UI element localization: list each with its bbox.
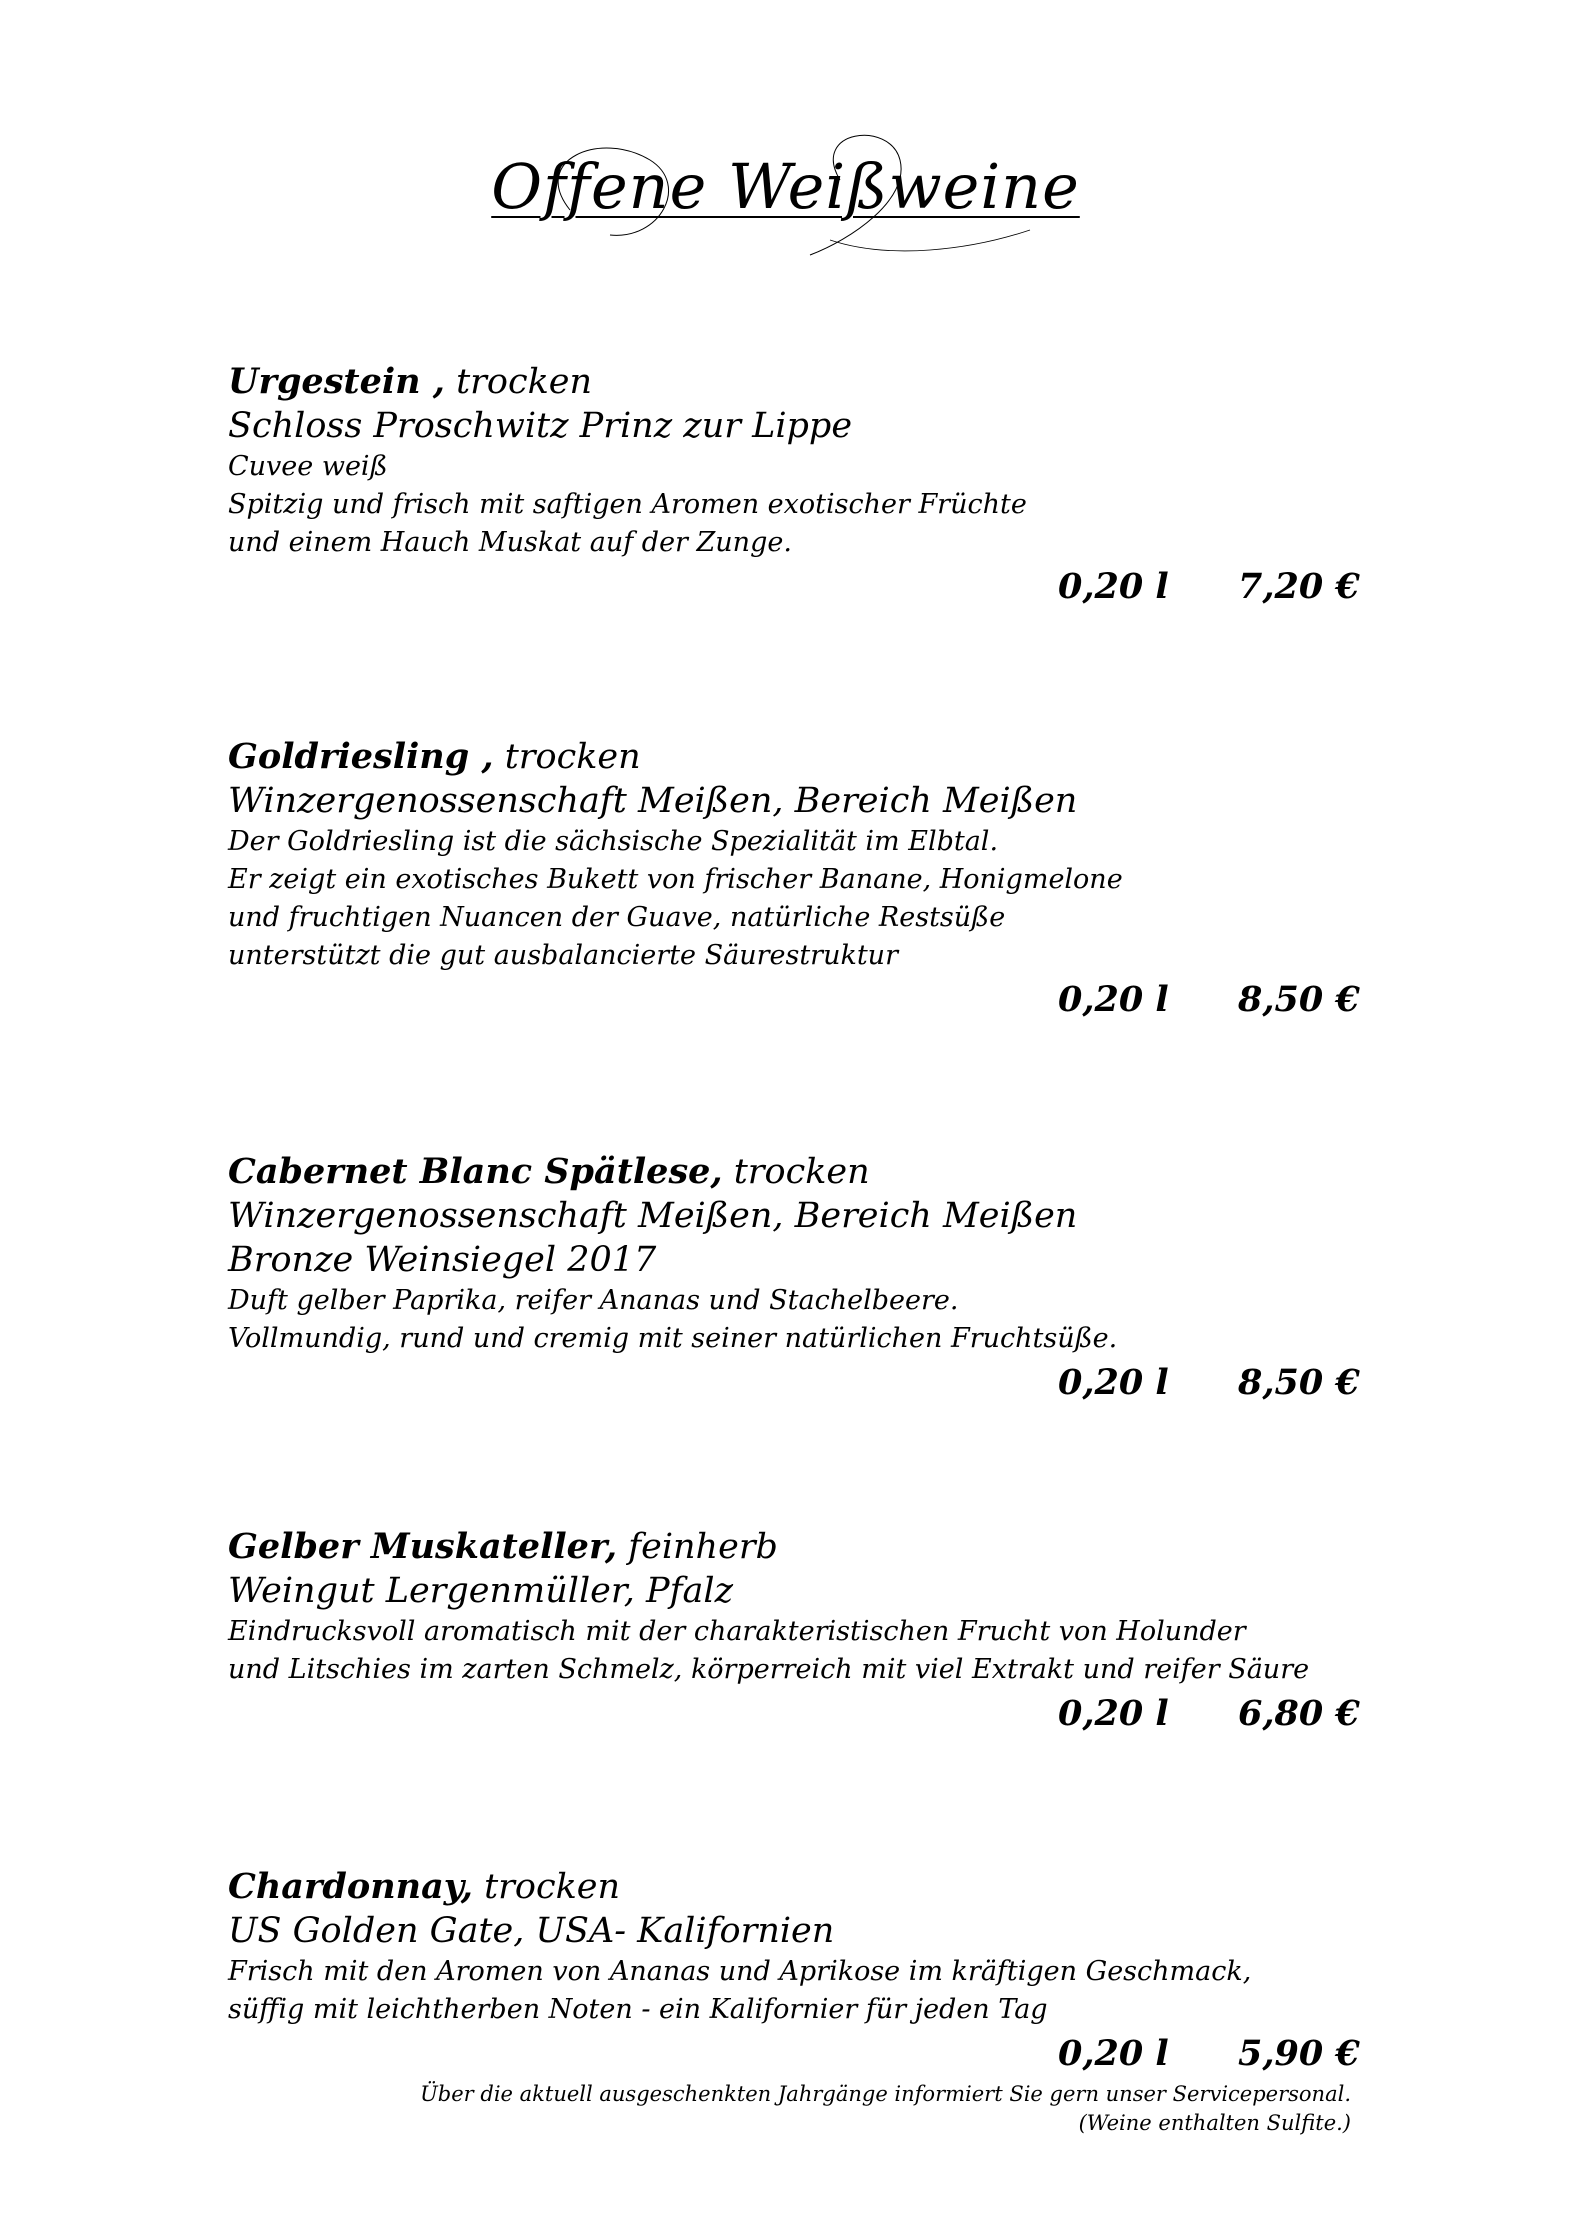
wine-description: und fruchtigen Nuancen der Guave, natürliche Restsüße: [228, 902, 1006, 933]
wine-producer: US Golden Gate, USA- Kalifornien: [228, 1911, 835, 1951]
wine-volume: 0,20 l: [1058, 979, 1169, 1020]
wine-style: trocken: [493, 737, 641, 777]
wine-description: Cuvee weiß: [228, 451, 388, 482]
wine-name: Chardonnay,: [228, 1866, 473, 1907]
wine-entry: [228, 1865, 1378, 2083]
wine-volume: 0,20 l: [1058, 1693, 1169, 1734]
wine-volume: 0,20 l: [1058, 1362, 1169, 1403]
footer-sulfite-note: (Weine enthalten Sulfite.): [1078, 2111, 1351, 2135]
wine-price: 5,90 €: [1238, 2033, 1360, 2074]
wine-producer: Winzergenossenschaft Meißen, Bereich Meißen: [228, 781, 1078, 821]
wine-price: 8,50 €: [1238, 1362, 1360, 1403]
wine-style: trocken: [722, 1152, 870, 1192]
wine-price: 8,50 €: [1238, 979, 1360, 1020]
wine-volume: 0,20 l: [1058, 2033, 1169, 2074]
wine-entry: [228, 360, 1378, 616]
wine-name: Cabernet Blanc Spätlese,: [228, 1151, 723, 1192]
wine-description: süffig mit leichtherben Noten - ein Kalifornier für jeden Tag: [228, 1994, 1048, 2025]
wine-style: trocken: [444, 362, 593, 402]
wine-description: und Litschies im zarten Schmelz, körperreich mit viel Extrakt und reifer Säure: [228, 1654, 1310, 1685]
wine-description: Eindrucksvoll aromatisch mit der charakteristischen Frucht von Holunder: [228, 1616, 1246, 1647]
wine-entry: [228, 1525, 1378, 1743]
wine-description: Duft gelber Paprika, reifer Ananas und Stachelbeere.: [228, 1285, 959, 1316]
wine-volume: 0,20 l: [1058, 566, 1169, 607]
page-title: Offene Weißweine: [491, 150, 1080, 223]
wine-style: trocken: [472, 1867, 621, 1907]
footer-vintage-note: Über die aktuell ausgeschenkten Jahrgänge informiert Sie gern unser Servicepersonal.: [420, 2082, 1351, 2106]
wine-entry: [228, 735, 1378, 1029]
wine-producer: Schloss Proschwitz Prinz zur Lippe: [228, 406, 853, 446]
wine-entry: [228, 1150, 1378, 1412]
wine-name: Goldriesling ,: [228, 736, 494, 777]
wine-description: Er zeigt ein exotisches Bukett von frischer Banane, Honigmelone: [228, 864, 1123, 895]
wine-description: Spitzig und frisch mit saftigen Aromen exotischer Früchte: [228, 489, 1027, 520]
wine-producer: Weingut Lergenmüller, Pfalz: [228, 1571, 734, 1611]
wine-price: 7,20 €: [1238, 566, 1360, 607]
wine-name: Gelber Muskateller,: [228, 1526, 618, 1567]
wine-description: Frisch mit den Aromen von Ananas und Aprikose im kräftigen Geschmack,: [228, 1956, 1252, 1987]
wine-description: unterstützt die gut ausbalancierte Säurestruktur: [228, 940, 898, 971]
wine-style: feinherb: [617, 1527, 778, 1567]
wine-description: Der Goldriesling ist die sächsische Spezialität im Elbtal.: [228, 826, 999, 857]
wine-price: 6,80 €: [1238, 1693, 1360, 1734]
wine-name: Urgestein ,: [228, 361, 445, 402]
wine-award: Bronze Weinsiegel 2017: [228, 1240, 657, 1280]
wine-description: Vollmundig, rund und cremig mit seiner natürlichen Fruchtsüße.: [228, 1323, 1118, 1354]
wine-producer: Winzergenossenschaft Meißen, Bereich Meißen: [228, 1196, 1078, 1236]
footer-note: [420, 2080, 1351, 2138]
wine-description: und einem Hauch Muskat auf der Zunge.: [228, 527, 792, 558]
